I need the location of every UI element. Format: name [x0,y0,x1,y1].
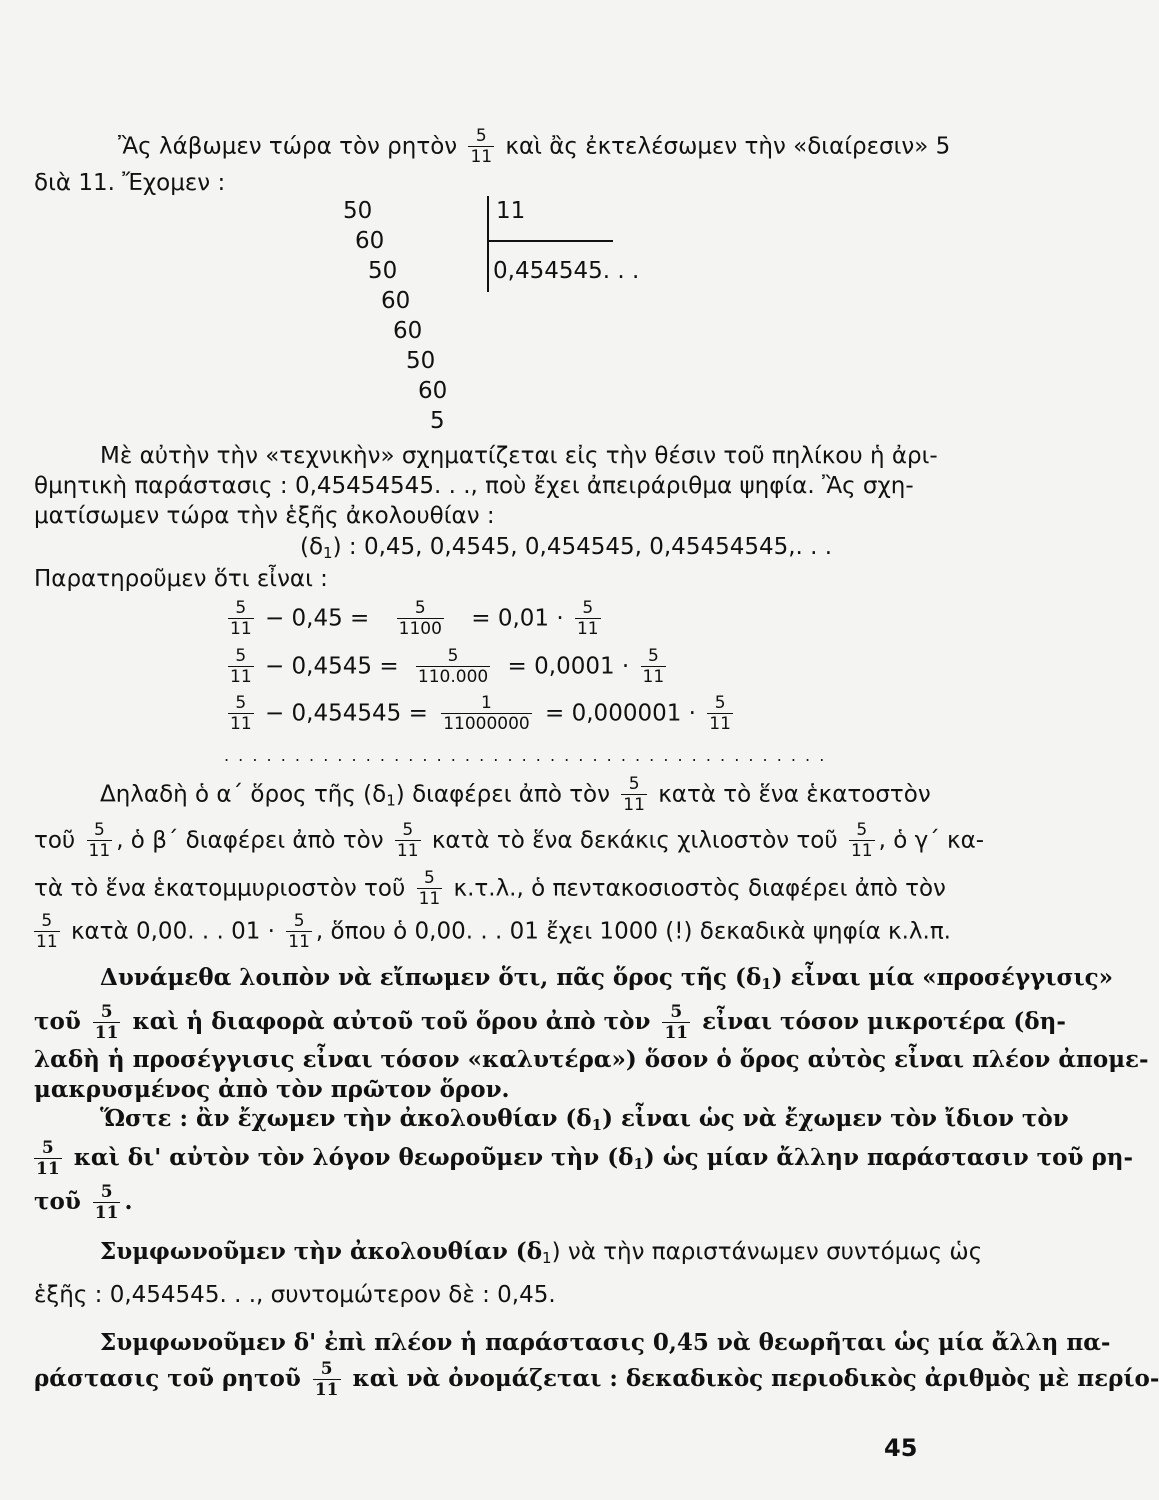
para6-line2: ἑξῆς : 0,454545. . ., συντομώτερον δὲ : 0,45. [34,1282,556,1308]
division-underline [489,240,613,242]
para1-line1: Ἂς λάβωμεν τώρα τὸν ρητὸν $\frac{5}{11}$ καὶ ἂς ἐκτελέσωμεν τὴν «διαίρεσιν» 5 [118,126,951,167]
division-step: 60 [418,378,448,404]
page-number: 45 [884,1434,918,1462]
para2-line2: θμητικὴ παράστασις : 0,45454545. . ., ποὺ ἔχει ἀπειράριθμα ψηφία. Ἂς σχη- [34,473,914,499]
para5-line2: $\frac{5}{11}$ καὶ δι' αὐτὸν τὸν λόγον θεωροῦμεν τὴν $(\delta_1)$ ὡς μίαν ἄλλην παράστασιν τοῦ ρη- [36,1138,1134,1179]
equation-3: $\frac{5}{11}$ − 0,454545 = $\frac{1}{11000000}$ = 0,000001 · $\frac{5}{11}$ [230,693,731,734]
para4-line1: Δυνάμεθα λοιπὸν νὰ εἴπωμεν ὅτι, πᾶς ὅρος τῆς $(\delta_1)$ εἶναι μία «προσέγγισις» [100,964,1113,993]
para4-line2: τοῦ $\frac{5}{11}$ καὶ ἡ διαφορὰ αὐτοῦ τοῦ ὅρου ἀπὸ τὸν $\frac{5}{11}$ εἶναι τόσον μικροτέρα (δη- [34,1002,1066,1043]
para2-line1: Μὲ αὐτὴν τὴν «τεχνικὴν» σχηματίζεται εἰς τὴν θέσιν τοῦ πηλίκου ἡ ἀρι- [100,443,938,469]
division-step: 50 [406,348,436,374]
para7-line1: Συμφωνοῦμεν δ' ἐπὶ πλέον ἡ παράστασις 0,45 νὰ θεωρῆται ὡς μία ἄλλη πα- [100,1329,1111,1356]
para3-line3: τὰ τὸ ἕνα ἑκατομμυριοστὸν τοῦ $\frac{5}{11}$ κ.τ.λ., ὁ πεντακοσιοστὸς διαφέρει ἀπὸ τὸν [34,868,946,909]
quotient: 0,454545. . . [493,258,640,284]
equation-2: $\frac{5}{11}$ − 0,4545 = $\frac{5}{110.000}$ = 0,0001 · $\frac{5}{11}$ [230,646,665,687]
equation-1: $\frac{5}{11}$ − 0,45 = $\frac{5}{1100}$ = 0,01 · $\frac{5}{11}$ [230,598,599,639]
divisor: 11 [496,198,526,224]
para6-line1: Συμφωνοῦμεν τὴν ἀκολουθίαν $(\delta_1)$ νὰ τὴν παριστάνωμεν συντόμως ὡς [100,1238,983,1267]
division-step: 50 [343,198,373,224]
division-step: 60 [393,318,423,344]
observe-line: Παρατηροῦμεν ὅτι εἶναι : [34,566,328,592]
para7-line2: ράστασις τοῦ ρητοῦ $\frac{5}{11}$ καὶ νὰ ὀνομάζεται : δεκαδικὸς περιοδικὸς ἀριθμὸς μὲ περίο- [34,1359,1159,1400]
division-step: 5 [430,408,445,434]
fraction: $\frac{5}{11}$ [470,126,493,167]
para5-line3: τοῦ $\frac{5}{11}$ . [34,1182,133,1223]
sequence: $(\delta_1)$ : 0,45, 0,4545, 0,454545, 0,45454545,. . . [300,534,833,562]
para5-line1: Ὥστε : ἂν ἔχωμεν τὴν ἀκολουθίαν $(\delta_1)$ εἶναι ὡς νὰ ἔχωμεν τὸν ἴδιον τὸν [100,1105,1069,1134]
para1-line2: διὰ 11. Ἔχομεν : [34,170,226,196]
para3-line2: τοῦ $\frac{5}{11}$ , ὁ β΄ διαφέρει ἀπὸ τὸν $\frac{5}{11}$ κατὰ τὸ ἕνα δεκάκις χιλιοστὸν τοῦ $\frac{5}{11}$ , ὁ γ΄ κα- [34,820,985,861]
division-step: 60 [355,228,385,254]
division-bar [487,196,489,292]
para3-line1: Δηλαδὴ ὁ α΄ ὅρος τῆς $(\delta_1)$ διαφέρει ἀπὸ τὸν $\frac{5}{11}$ κατὰ τὸ ἕνα ἑκατοστὸν [100,774,931,815]
para4-line4: μακρυσμένος ἀπὸ τὸν πρῶτον ὅρον. [34,1076,510,1103]
division-step: 50 [368,258,398,284]
para3-line4: $\frac{5}{11}$ κατὰ 0,00. . . 01 · $\frac{5}{11}$ , ὅπου ὁ 0,00. . . 01 ἔχει 1000 (!) δεκαδικὰ ψηφία κ.λ.π. [36,911,951,952]
dotted-separator: . . . . . . . . . . . . . . . . . . . . . . . . . . . . . . . . . . . . . . . . . . . [224,746,827,765]
para2-line3: ματίσωμεν τώρα τὴν ἑξῆς ἀκολουθίαν : [34,503,495,529]
division-step: 60 [381,288,411,314]
para4-line3: λαδὴ ἡ προσέγγισις εἶναι τόσον «καλυτέρα») ὅσον ὁ ὅρος αὐτὸς εἶναι πλέον ἀπομε- [34,1046,1149,1073]
